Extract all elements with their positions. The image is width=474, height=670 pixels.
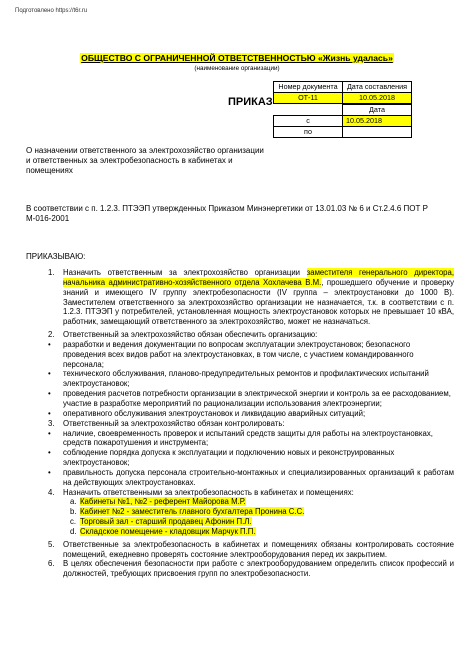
list-item (26, 527, 454, 537)
validity-period-table (273, 104, 412, 138)
list-item (26, 409, 454, 419)
list-marker: a. (70, 497, 77, 507)
validity-to-value (343, 127, 412, 138)
item-text: В целях обеспечения безопасности при работе с электрооборудованием определить список профессий и должностей, требующих присвоения групп по электробезопасности. (63, 559, 454, 579)
validity-from-value: 10.05.2018 (343, 116, 412, 127)
list-item (26, 497, 454, 507)
bullet-text: проведения расчетов потребности организации в электрической энергии и контроль за ее расходованием, участие в разработке мероприятий по рационализации использования электроэнергии; (63, 389, 451, 408)
order-item-2 (26, 330, 454, 340)
order-item-4 (26, 488, 454, 498)
order-basis: В соответствии с п. 1.2.3. ПТЭЭП утвержденных Приказом Минэнергетики от 13.01.03 № 6 и Ст.2.4.6 ПОТ Р М-016-2001 (26, 204, 428, 223)
item-text: Назначить ответственными за электробезопасность в кабинетах и помещениях: (63, 487, 354, 497)
validity-blank-cell (274, 105, 343, 116)
list-marker: b. (70, 507, 77, 517)
bullet-icon: • (48, 428, 51, 438)
bullet-icon: • (48, 467, 51, 477)
responsible-room-c: Торговый зал - старший продавец Афонин П.Л. (80, 517, 252, 527)
order-subject: О назначении ответственного за электрохозяйство организации и ответственных за электробезопасность в кабинетах и помещениях (26, 146, 264, 175)
item-number: 5. (48, 539, 55, 549)
item-number: 3. (48, 418, 55, 428)
responsible-room-b: Кабинет №2 - заместитель главного бухгалтера Пронина С.С. (80, 507, 305, 517)
list-item (26, 507, 454, 517)
organization-name (0, 53, 474, 63)
decree-heading: ПРИКАЗЫВАЮ: (26, 252, 86, 261)
bullet-icon: • (48, 448, 51, 458)
order-item-3 (26, 419, 454, 429)
validity-date-header: Дата (343, 105, 412, 116)
item-number: 1. (48, 268, 55, 277)
document-number-value: ОТ-11 (274, 93, 343, 104)
list-marker: d. (70, 526, 77, 536)
order-items (26, 268, 454, 579)
list-item (26, 448, 454, 468)
list-item (26, 517, 454, 527)
organization-name-text: ОБЩЕСТВО С ОГРАНИЧЕННОЙ ОТВЕТСТВЕННОСТЬЮ «Жизнь удалась» (81, 53, 393, 63)
item-text: Назначить ответственным за электрохозяйство организации (63, 268, 307, 277)
bullet-icon: • (48, 369, 51, 379)
bullet-icon: • (48, 408, 51, 418)
validity-from-label: с (274, 116, 343, 127)
list-item (26, 389, 454, 409)
item-text: Ответственные за электробезопасность в кабинетах и помещениях обязаны контролировать состояние помещений, ежедневно проверять состояние электрооборудования перед их закрытием. (63, 539, 454, 559)
order-item-6 (26, 559, 454, 579)
document-number-header: Номер документа (274, 82, 343, 93)
list-item (26, 369, 454, 389)
bullet-text: соблюдение порядка допуска к эксплуатации и подключению новых и реконструированных электроустановок; (63, 448, 395, 468)
bullet-text: наличие, своевременность проверок и испытаний средств защиты для работы на электроустановках, средств пожаротушения и инструмента; (63, 428, 433, 448)
document-number-table (273, 81, 412, 104)
order-item-5 (26, 540, 454, 560)
document-date-value: 10.05.2018 (343, 93, 412, 104)
item-number: 4. (48, 487, 55, 497)
organization-caption: (наименование организации) (194, 65, 280, 72)
item-text: Ответственный за электрохозяйство обязан обеспечить организацию: (63, 330, 318, 340)
prepared-by-note: Подготовлено https://t6r.ru (15, 8, 88, 14)
list-item (26, 468, 454, 488)
item-number: 2. (48, 330, 55, 340)
document-date-header: Дата составления (343, 82, 412, 93)
item-number: 6. (48, 559, 55, 569)
bullet-text: оперативного обслуживания электроустановок и ликвидацию аварийных ситуаций; (63, 408, 366, 418)
list-marker: c. (70, 517, 77, 527)
document-title: ПРИКАЗ (228, 96, 273, 108)
bullet-text: правильность допуска персонала строительно-монтажных и специализированных организаций к работам на действующих электроустановках. (63, 467, 454, 487)
validity-to-label: по (274, 127, 343, 138)
list-item (26, 429, 454, 449)
bullet-icon: • (48, 389, 51, 399)
item-text: Ответственный за электрохозяйство обязан контролировать: (63, 418, 285, 428)
responsible-room-a: Кабинеты №1, №2 - референт Майорова М.Р. (80, 497, 246, 507)
bullet-text: технического обслуживания, планово-предупредительных ремонтов и профилактических испытаний электроустановок; (63, 369, 429, 389)
item-text-continued: , прошедшего обучение и проверку знаний и имеющего IV группу электробезопасности (IV группа – электроустановки до 1000 В). Заместителем ответственного за электрохозяйство организации не назначается, т.к. в соответствии с п. 1.2.3. ПТЭЭП у потребителей, установленная мощность электроустановок которых не превышает 10 кВА, работник, замещающий ответственного за электрохозяйство, может не назначаться. (63, 277, 454, 327)
bullet-icon: • (48, 339, 51, 349)
order-item-1 (26, 268, 454, 327)
responsible-room-d: Складское помещение - кладовщик Марчук П.П. (80, 526, 256, 536)
bullet-text: разработки и ведения документации по вопросам эксплуатации электроустановок; безопасного проведения всех видов работ на электроустановках, в том числе, с участием командированного персонала; (63, 339, 414, 369)
list-item (26, 340, 454, 370)
responsible-person-highlight: заместителя генерального директора, начальника административно-хозяйственного отдела Хохлачева В.М. (63, 268, 454, 287)
